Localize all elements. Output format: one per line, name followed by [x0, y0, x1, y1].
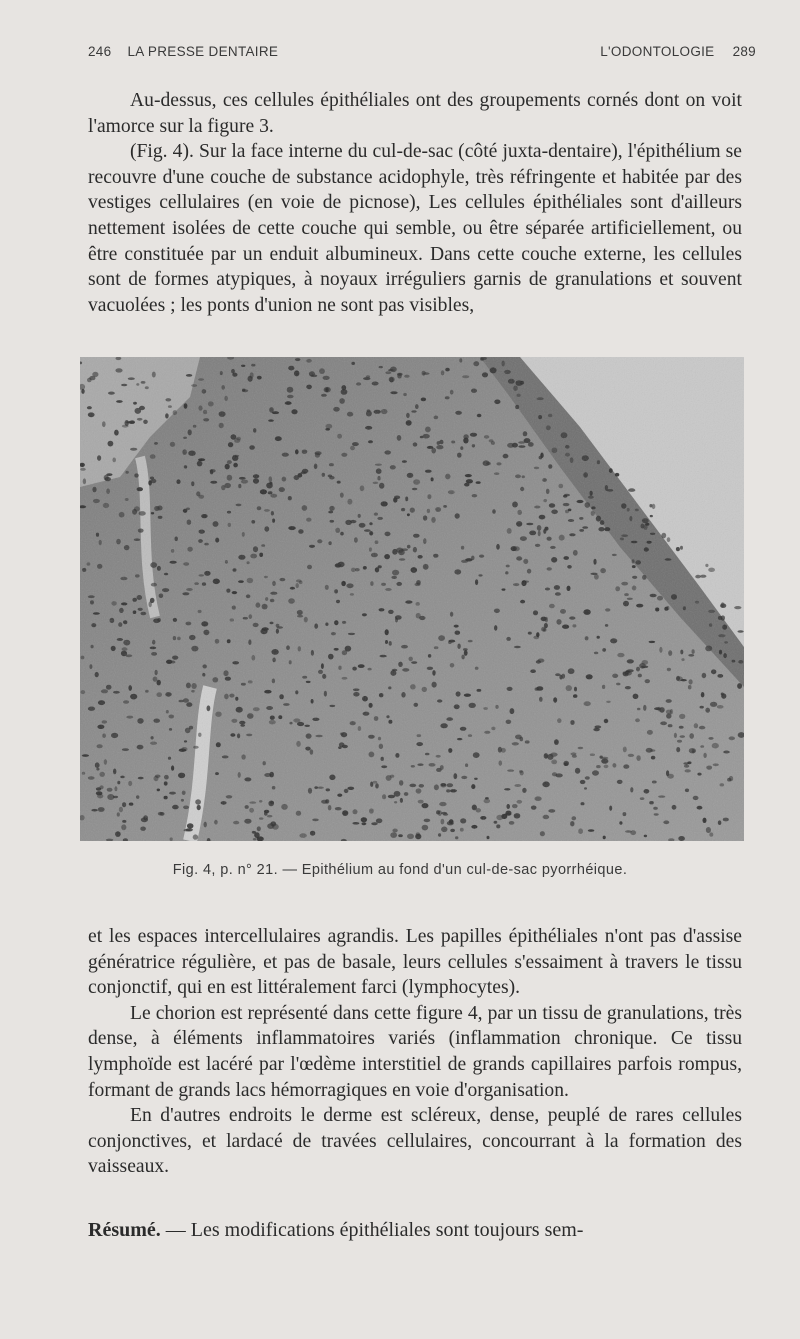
paragraph: (Fig. 4). Sur la face interne du cul-de-sac (côté juxta-dentaire), l'épithélium se recouvre d'une couche de substance acidophyle, très réfringente et habitée par des vestiges cellulaires (en voie de picnose), Les cellules épithéliales sont d'ailleurs nettement isolées de cette couche qui semble, ou être séparée artificiellement, ou être constituée par un enduit albumineux. Dans cette couche externe, les cellules sont de formes atypiques, à noyaux irréguliers garnis de granulations et souvent vacuolées ; les ponts d'union ne sont pas visibles, [88, 141, 742, 316]
paragraph: En d'autres endroits le derme est scléreux, dense, peuplé de rares cellules conjonctives, et lardacé de travées cellulaires, concourrant à la formation des vaisseaux. [88, 1105, 742, 1178]
right-journal-title: L'ODONTOLOGIE [600, 44, 715, 59]
paragraph: Le chorion est représenté dans cette figure 4, par un tissu de granulations, très dense, à éléments inflammatoires variés (inflammation chronique. Ce tissu lymphoïde est lacéré par l'œdème interstitiel de grands capillaires parfois rompus, formant de grands lacs hémorragiques en voie d'organisation. [88, 1002, 742, 1101]
resume-text: — Les modifications épithéliales sont toujours sem- [160, 1219, 584, 1241]
figure-caption: Fig. 4, p. n° 21. — Epithélium au fond d'un cul-de-sac pyorrhéique. [172, 862, 628, 878]
right-page-number: 289 [732, 44, 756, 59]
text-block-top [88, 88, 742, 318]
text-block-bottom [88, 924, 742, 1180]
micrograph-image [80, 357, 744, 841]
paragraph: et les espaces intercellulaires agrandis. Les papilles épithéliales n'ont pas d'assise génératrice régulière, et pas de basale, leurs cellules s'essaiment à travers le tissu conjonctif, qui en est littéralement farci (lymphocytes). [88, 926, 742, 999]
paragraph: Au-dessus, ces cellules épithéliales ont des groupements cornés dont on voit l'amorce sur la figure 3. [88, 90, 742, 137]
resume-line [88, 1218, 742, 1244]
histology-micrograph [80, 357, 744, 841]
left-journal-title: LA PRESSE DENTAIRE [127, 44, 279, 59]
left-page-number: 246 [88, 44, 112, 59]
header-right [600, 44, 756, 59]
resume-heading: Résumé. [88, 1219, 161, 1241]
header-left [88, 44, 278, 59]
